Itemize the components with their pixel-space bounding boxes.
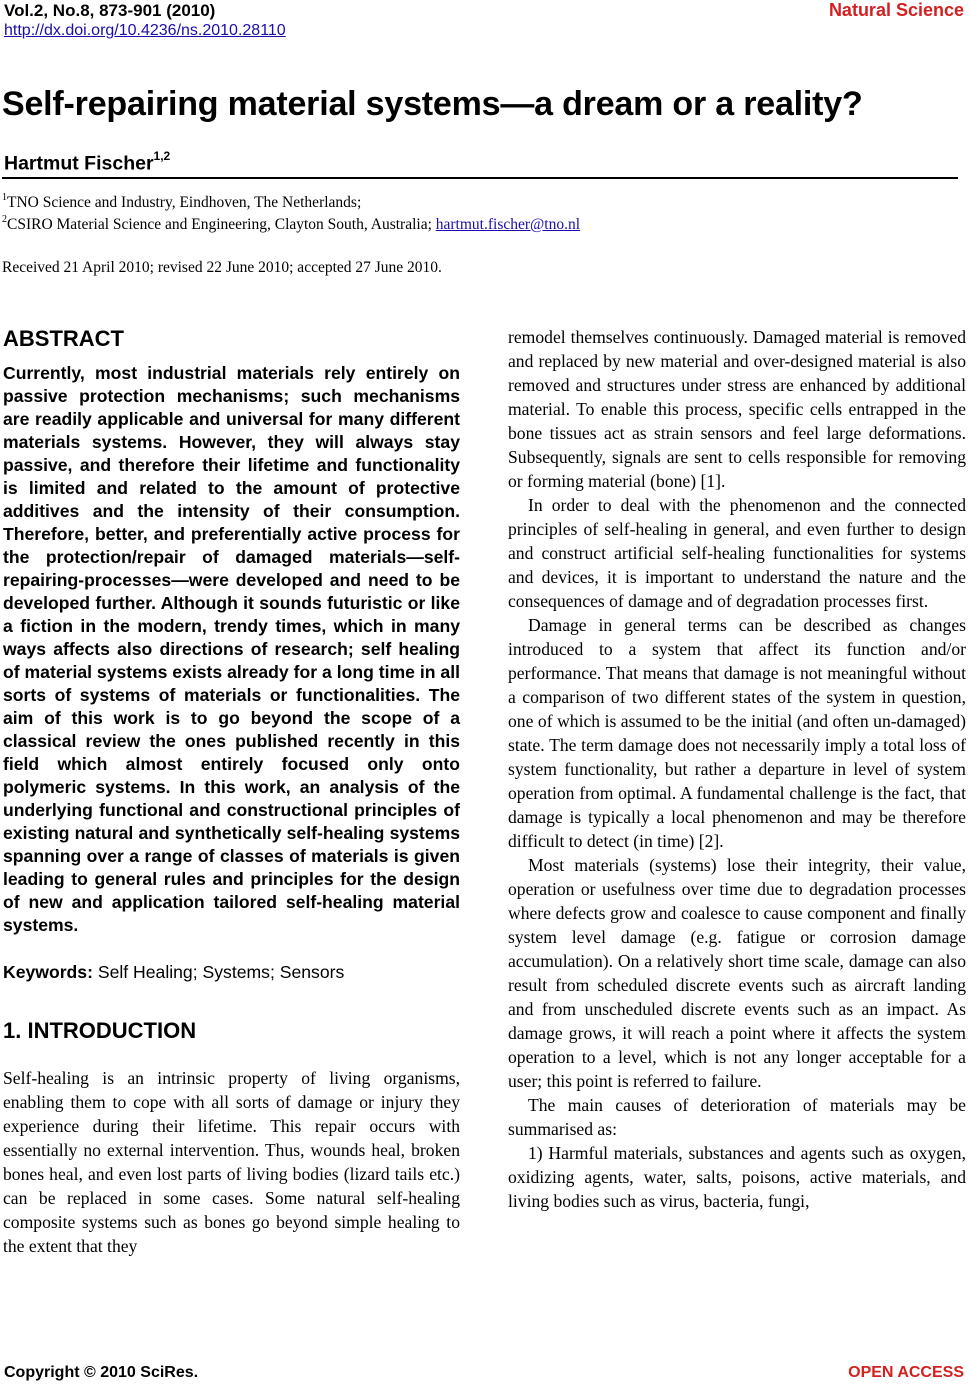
doi-link[interactable]: http://dx.doi.org/10.4236/ns.2010.28110 [4, 22, 286, 39]
affiliation-1-text: TNO Science and Industry, Eindhoven, The Netherlands; [7, 194, 362, 212]
affiliation-2 [2, 211, 580, 235]
affiliation-1-mark: 1 [2, 192, 7, 203]
received-dates: Received 21 April 2010; revised 22 June 2010; accepted 27 June 2010. [2, 259, 442, 276]
affiliation-1 [2, 189, 361, 213]
volume-info: Vol.2, No.8, 873-901 (2010) [4, 1, 216, 20]
open-access-label: OPEN ACCESS [848, 1364, 964, 1381]
abstract-heading: ABSTRACT [3, 326, 124, 351]
affiliation-2-text: CSIRO Material Science and Engineering, Clayton South, Australia; [7, 216, 436, 234]
keywords-text: Self Healing; Systems; Sensors [92, 962, 345, 982]
keywords-line [3, 961, 460, 984]
body-paragraph-3: Damage in general terms can be described as changes introduced to a system that affect its function and/or performance. That means that damage is not meaningful without a comparison of two different states of the system in question, one of which is assumed to be the initial (and often un-damaged) state. The term damage does not necessarily imply a total loss of system functionality, but rather a departure in level of system operation from optimal. A fundamental challenge is the fact, that damage is typically a local phenomenon and may be therefore difficult to detect (in time) [2]. [508, 615, 966, 851]
keywords-label: Keywords: [3, 962, 93, 982]
author-email-link[interactable]: hartmut.fischer@tno.nl [435, 216, 581, 234]
author-name: Hartmut Fischer [4, 152, 154, 175]
paper-title: Self-repairing material systems—a dream or a reality? [2, 85, 863, 123]
body-paragraph-1: remodel themselves continuously. Damaged material is removed and replaced by new material and over-designed material is also removed and structures under stress are enhanced by additional material. To enable this process, specific cells entrapped in the bone tissues act as strain sensors and feel large deformations. Subsequently, signals are sent to cells responsible for removing or forming material (bone) [1]. [508, 327, 966, 491]
right-column [508, 325, 966, 1213]
title-divider [2, 177, 958, 179]
affiliation-2-mark: 2 [2, 214, 7, 225]
author-affiliation-marks: 1,2 [153, 149, 171, 163]
body-paragraph-6: 1) Harmful materials, substances and agents such as oxygen, oxidizing agents, water, salts, poisons, active materials, and living bodies such as virus, bacteria, fungi, [508, 1143, 966, 1211]
copyright-footer: Copyright © 2010 SciRes. [4, 1364, 199, 1381]
body-paragraph-2: In order to deal with the phenomenon and the connected principles of self-healing in general, and even further to design and construct artificial self-healing functionalities for systems and devices, it is important to understand the nature and the consequences of damage and of degradation processes first. [508, 495, 966, 611]
left-column [3, 322, 460, 1258]
body-paragraph-5: The main causes of deterioration of materials may be summarised as: [508, 1095, 966, 1139]
body-paragraph-4: Most materials (systems) lose their integrity, their value, operation or usefulness over time due to degradation processes where defects grow and coalesce to cause component and finally system level damage (e.g. fatigue or corrosion damage accumulation). On a relatively short time scale, damage can also result from scheduled discrete events such as aircraft landing and from unscheduled discrete events such as an impact. As damage grows, it will reach a point where it affects the system operation to a level, which is not any longer acceptable for a user; this point is referred to failure. [508, 855, 966, 1091]
author-line [4, 144, 170, 178]
journal-name: Natural Science [828, 0, 964, 20]
abstract-text: Currently, most industrial materials rely entirely on passive protection mechanisms; such mechanisms are readily applicable and universal for many different materials systems. However, they will always stay passive, and therefore their lifetime and functionality is limited and related to the amount of protective additives and the intensity of their consumption. Therefore, better, and preferentially active process for the protection/repair of damaged materials—self-repairing-processes—were developed and need to be developed further. Although it sounds futuristic or like a fiction in the modern, trendy times, which in many ways affects also directions of research; self healing of material systems exists already for a long time in all sorts of systems of materials or functionalities. The aim of this work is to go beyond the scope of a classical review the ones published recently in this field which almost entirely focused only onto polymeric systems. In this work, an analysis of the underlying functional and constructional principles of existing natural and synthetically self-healing systems spanning over a range of classes of materials is given leading to general rules and principles for the design of new and application tailored self-healing material systems. [3, 363, 460, 935]
introduction-heading: 1. INTRODUCTION [3, 1018, 197, 1043]
introduction-paragraph: Self-healing is an intrinsic property of living organisms, enabling them to cope with all sorts of damage or injury they experience during their lifetime. This repair occurs with essentially no external intervention. Thus, wounds heal, broken bones heal, and even lost parts of living bodies (lizard tails etc.) can be replaced in some cases. Some natural self-healing composite systems such as bones go beyond simple healing to the extent that they [3, 1068, 460, 1256]
